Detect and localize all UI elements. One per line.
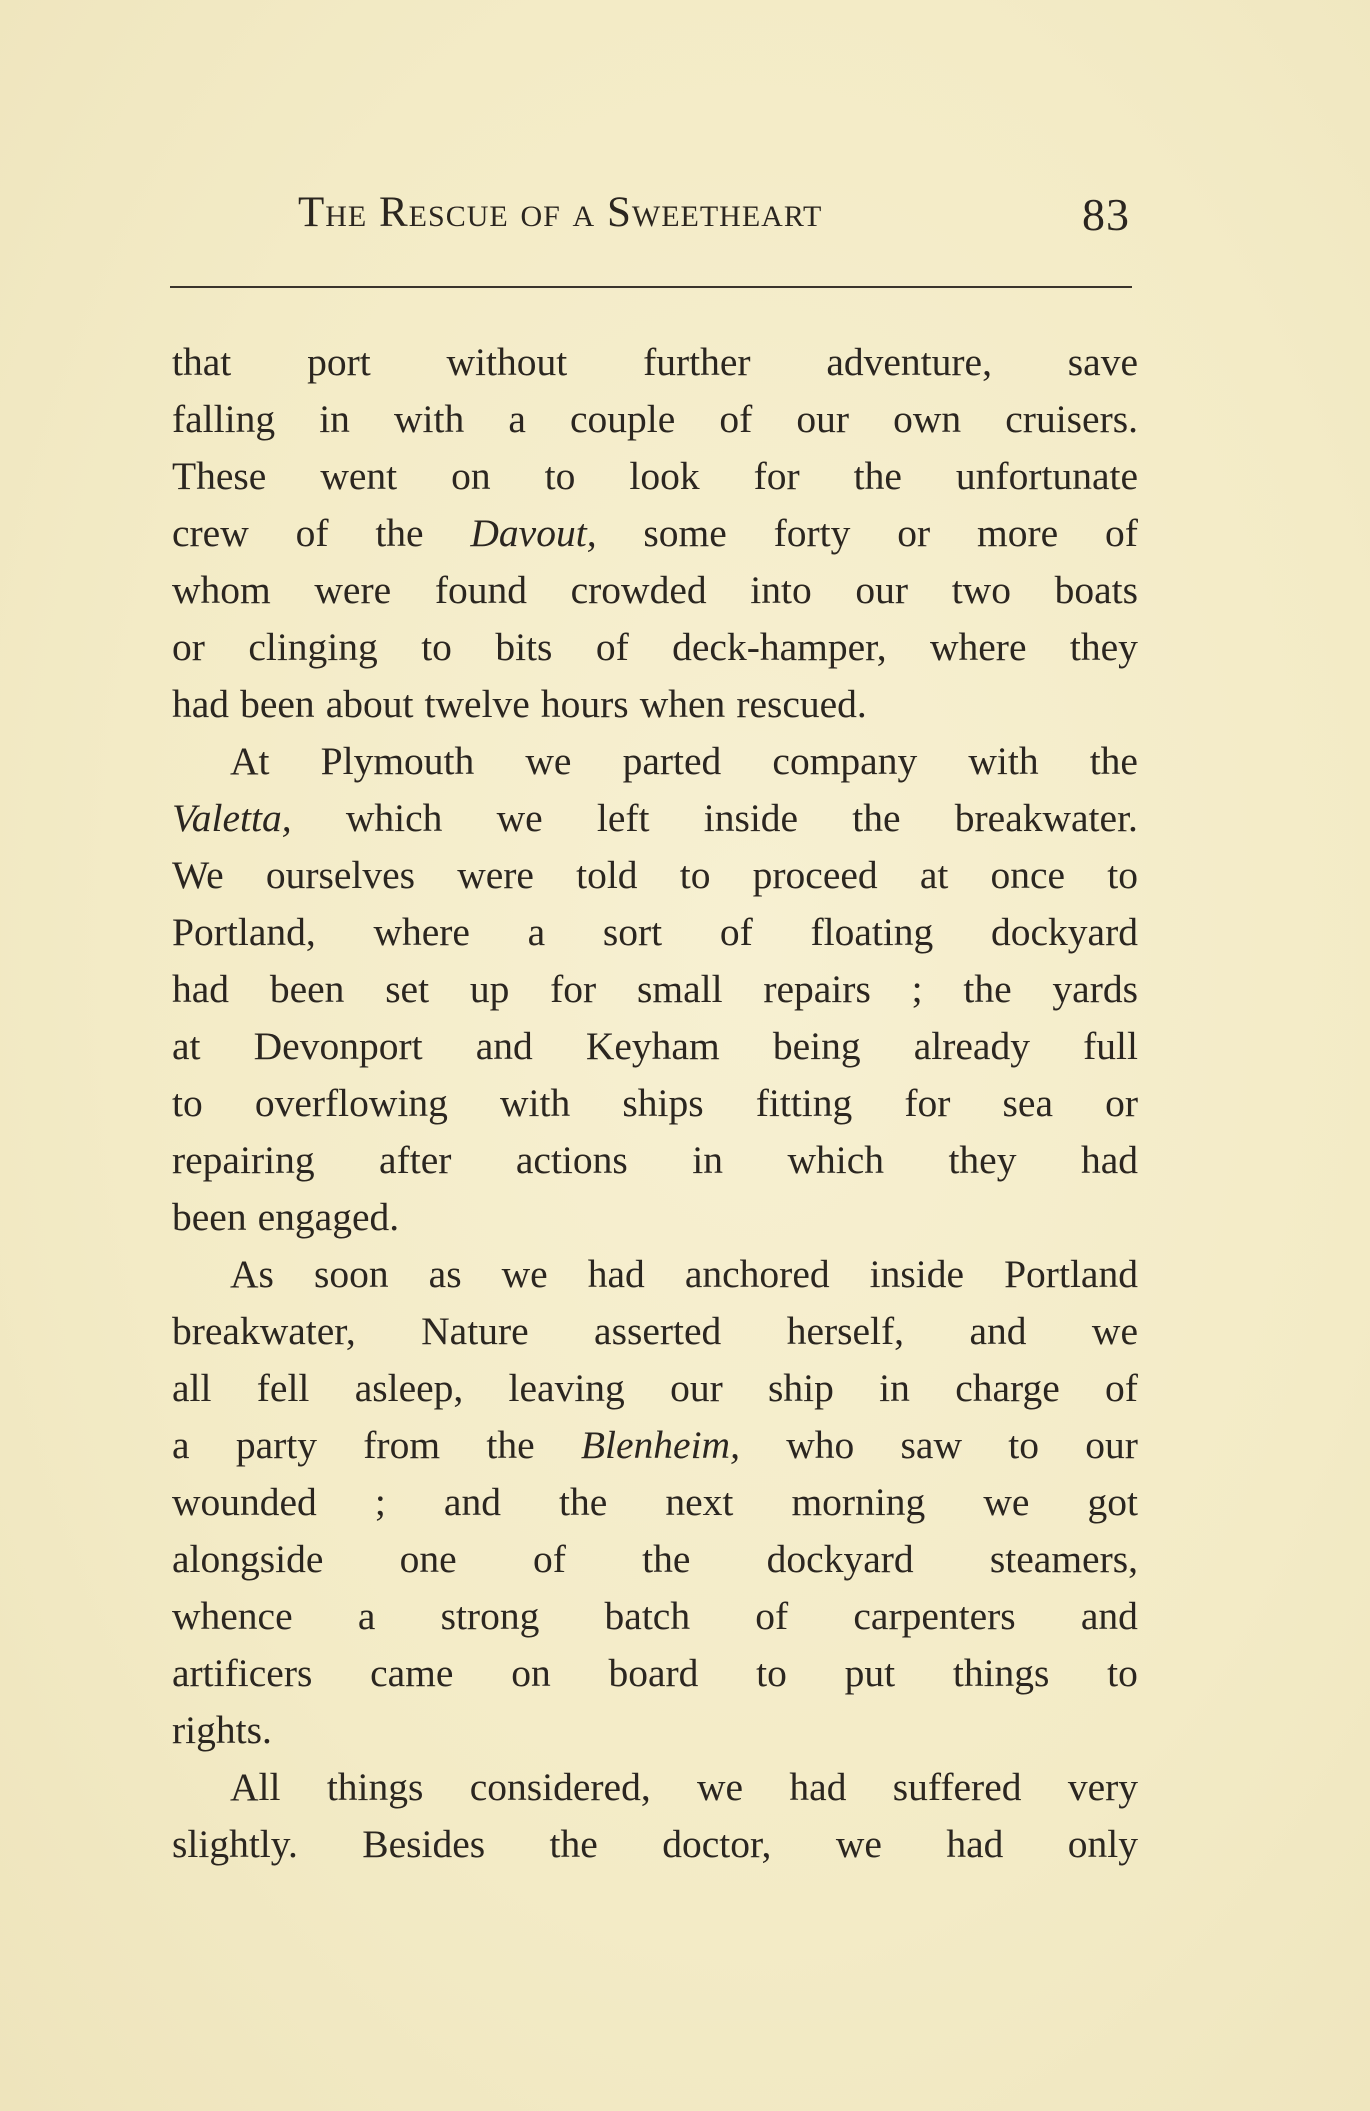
word: Portland bbox=[1004, 1252, 1138, 1296]
text-line bbox=[172, 1531, 1138, 1588]
word: ships bbox=[622, 1081, 704, 1125]
word: some bbox=[643, 511, 727, 555]
word: the bbox=[559, 1480, 608, 1524]
word: they bbox=[1069, 625, 1138, 669]
text-line bbox=[172, 904, 1138, 961]
word: already bbox=[913, 1024, 1030, 1068]
word: asserted bbox=[594, 1309, 722, 1353]
word: inside bbox=[869, 1252, 965, 1296]
word: artificers bbox=[172, 1651, 313, 1695]
word: our bbox=[670, 1366, 723, 1410]
word: to bbox=[421, 625, 452, 669]
word: where bbox=[373, 910, 470, 954]
word: we bbox=[525, 739, 572, 783]
word: for bbox=[753, 454, 800, 498]
word: to bbox=[172, 1081, 203, 1125]
word: boats bbox=[1054, 568, 1138, 612]
word: went bbox=[320, 454, 398, 498]
word: dockyard bbox=[991, 910, 1138, 954]
word: a bbox=[527, 910, 546, 954]
word: inside bbox=[703, 796, 799, 840]
word: told bbox=[576, 853, 638, 897]
word: of bbox=[719, 397, 753, 441]
word: anchored bbox=[684, 1252, 830, 1296]
word: been bbox=[269, 967, 345, 1011]
word: actions bbox=[515, 1138, 628, 1182]
word: crew bbox=[172, 511, 249, 555]
word: We bbox=[172, 853, 224, 897]
word: at bbox=[172, 1024, 201, 1068]
word: Davout, bbox=[470, 511, 597, 555]
word: engaged. bbox=[257, 1195, 400, 1239]
word: forty bbox=[773, 511, 851, 555]
word: Valetta, bbox=[172, 796, 292, 840]
word: we bbox=[496, 796, 543, 840]
word: once bbox=[990, 853, 1066, 897]
text-line bbox=[172, 1303, 1138, 1360]
word: more bbox=[976, 511, 1059, 555]
word: fitting bbox=[755, 1081, 853, 1125]
word: our bbox=[796, 397, 850, 441]
word: the bbox=[853, 454, 902, 498]
word: and bbox=[443, 1480, 501, 1524]
body-text bbox=[172, 334, 1138, 1873]
word: or bbox=[172, 625, 205, 669]
text-line bbox=[172, 391, 1138, 448]
word: the bbox=[852, 796, 901, 840]
text-line bbox=[172, 1474, 1138, 1531]
word: couple bbox=[570, 397, 676, 441]
word: soon bbox=[313, 1252, 389, 1296]
word: had bbox=[946, 1822, 1004, 1866]
word: found bbox=[434, 568, 527, 612]
word: up bbox=[469, 967, 510, 1011]
word: sort bbox=[602, 910, 663, 954]
word: two bbox=[951, 568, 1011, 612]
word: At bbox=[230, 739, 270, 783]
word: ourselves bbox=[265, 853, 416, 897]
header-rule bbox=[170, 286, 1132, 288]
word: of bbox=[532, 1537, 566, 1581]
word: in bbox=[319, 397, 350, 441]
word: things bbox=[952, 1651, 1050, 1695]
word: save bbox=[1067, 340, 1138, 384]
word: the bbox=[1089, 739, 1138, 783]
word: asleep, bbox=[354, 1366, 464, 1410]
word: bits bbox=[495, 625, 553, 669]
word: cruisers. bbox=[1005, 397, 1138, 441]
text-line bbox=[172, 1360, 1138, 1417]
text-line bbox=[172, 1645, 1138, 1702]
word: were bbox=[457, 853, 534, 897]
text-line bbox=[172, 1246, 1138, 1303]
word: we bbox=[501, 1252, 548, 1296]
word: from bbox=[363, 1423, 441, 1467]
word: had bbox=[172, 967, 230, 1011]
word: carpenters bbox=[853, 1594, 1016, 1638]
word: party bbox=[235, 1423, 317, 1467]
text-line bbox=[172, 1588, 1138, 1645]
word: a bbox=[357, 1594, 376, 1638]
word: own bbox=[893, 397, 962, 441]
word: that bbox=[172, 340, 232, 384]
word: who bbox=[786, 1423, 855, 1467]
text-line bbox=[172, 790, 1138, 847]
word: to bbox=[756, 1651, 787, 1695]
word: look bbox=[629, 454, 700, 498]
word: full bbox=[1083, 1024, 1138, 1068]
word: slightly. bbox=[172, 1822, 298, 1866]
word: to bbox=[1107, 853, 1138, 897]
word: to bbox=[679, 853, 711, 897]
word: which bbox=[787, 1138, 884, 1182]
word: dockyard bbox=[766, 1537, 914, 1581]
text-line bbox=[172, 619, 1138, 676]
word: small bbox=[636, 967, 723, 1011]
word: Portland, bbox=[172, 910, 316, 954]
word: the bbox=[642, 1537, 691, 1581]
word: whence bbox=[172, 1594, 293, 1638]
text-line bbox=[172, 1816, 1138, 1873]
word: of bbox=[755, 1594, 789, 1638]
word: our bbox=[1085, 1423, 1138, 1467]
text-line bbox=[172, 1702, 1138, 1759]
word: saw bbox=[900, 1423, 962, 1467]
word: sea bbox=[1002, 1081, 1053, 1125]
word: strong bbox=[440, 1594, 540, 1638]
word: Plymouth bbox=[320, 739, 475, 783]
word: a bbox=[172, 1423, 190, 1467]
word: batch bbox=[604, 1594, 691, 1638]
word: came bbox=[370, 1651, 454, 1695]
text-line bbox=[172, 1417, 1138, 1474]
word: had bbox=[789, 1765, 847, 1809]
word: yards bbox=[1052, 967, 1138, 1011]
word: proceed bbox=[752, 853, 878, 897]
word: had bbox=[172, 682, 230, 726]
word: ; bbox=[911, 967, 923, 1011]
word: our bbox=[855, 568, 909, 612]
word: Nature bbox=[421, 1309, 529, 1353]
word: when bbox=[639, 682, 726, 726]
word: all bbox=[172, 1366, 212, 1410]
word: parted bbox=[622, 739, 722, 783]
word: got bbox=[1087, 1480, 1138, 1524]
word: charge bbox=[955, 1366, 1060, 1410]
word: to bbox=[1008, 1423, 1039, 1467]
word: of bbox=[295, 511, 329, 555]
word: ship bbox=[768, 1366, 834, 1410]
word: very bbox=[1067, 1765, 1138, 1809]
word: for bbox=[904, 1081, 951, 1125]
word: they bbox=[948, 1138, 1017, 1182]
word: Keyham bbox=[585, 1024, 720, 1068]
word: and bbox=[1080, 1594, 1138, 1638]
word: only bbox=[1067, 1822, 1138, 1866]
text-line bbox=[172, 961, 1138, 1018]
word: the bbox=[549, 1822, 598, 1866]
word: with bbox=[500, 1081, 571, 1125]
word: As bbox=[230, 1252, 274, 1296]
word: being bbox=[772, 1024, 861, 1068]
text-line bbox=[172, 733, 1138, 790]
word: adventure, bbox=[826, 340, 992, 384]
word: leaving bbox=[508, 1366, 625, 1410]
word: on bbox=[511, 1651, 551, 1695]
word: set bbox=[385, 967, 430, 1011]
word: steamers, bbox=[989, 1537, 1138, 1581]
word: repairing bbox=[172, 1138, 315, 1182]
word: board bbox=[608, 1651, 699, 1695]
word: one bbox=[399, 1537, 457, 1581]
word: whom bbox=[172, 568, 271, 612]
word: Blenheim, bbox=[580, 1423, 740, 1467]
word: further bbox=[643, 340, 751, 384]
word: been bbox=[240, 682, 315, 726]
word: All bbox=[230, 1765, 281, 1809]
page-number: 83 bbox=[1082, 189, 1130, 240]
text-line bbox=[172, 1018, 1138, 1075]
text-line bbox=[172, 847, 1138, 904]
word: we bbox=[983, 1480, 1030, 1524]
word: of bbox=[595, 625, 629, 669]
word: or bbox=[1105, 1081, 1138, 1125]
word: we bbox=[697, 1765, 744, 1809]
word: alongside bbox=[172, 1537, 324, 1581]
word: breakwater, bbox=[172, 1309, 356, 1353]
word: and bbox=[969, 1309, 1027, 1353]
text-line bbox=[172, 334, 1138, 391]
word: Devonport bbox=[253, 1024, 423, 1068]
word: breakwater. bbox=[954, 796, 1138, 840]
word: rescued. bbox=[736, 682, 867, 726]
word: on bbox=[451, 454, 491, 498]
word: of bbox=[719, 910, 753, 954]
word: unfortunate bbox=[955, 454, 1138, 498]
word: had bbox=[587, 1252, 645, 1296]
word: next bbox=[665, 1480, 734, 1524]
word: in bbox=[692, 1138, 723, 1182]
word: to bbox=[544, 454, 576, 498]
word: or bbox=[897, 511, 931, 555]
word: considered, bbox=[469, 1765, 651, 1809]
word: and bbox=[475, 1024, 533, 1068]
text-line bbox=[172, 562, 1138, 619]
text-line bbox=[172, 1132, 1138, 1189]
word: with bbox=[394, 397, 465, 441]
word: the bbox=[375, 511, 424, 555]
word: which bbox=[345, 796, 443, 840]
word: floating bbox=[810, 910, 934, 954]
word: were bbox=[314, 568, 392, 612]
word: a bbox=[508, 397, 526, 441]
word: things bbox=[326, 1765, 424, 1809]
word: in bbox=[879, 1366, 910, 1410]
word: falling bbox=[172, 397, 276, 441]
word: fell bbox=[256, 1366, 310, 1410]
word: where bbox=[930, 625, 1027, 669]
running-title: The Rescue of a Sweetheart bbox=[298, 189, 823, 236]
word: about bbox=[325, 682, 414, 726]
word: been bbox=[172, 1195, 247, 1239]
word: ; bbox=[374, 1480, 386, 1524]
word: without bbox=[446, 340, 568, 384]
text-line bbox=[172, 1075, 1138, 1132]
word: These bbox=[172, 454, 267, 498]
word: crowded bbox=[570, 568, 707, 612]
word: of bbox=[1104, 511, 1138, 555]
word: twelve bbox=[424, 682, 530, 726]
word: suffered bbox=[892, 1765, 1022, 1809]
word: into bbox=[750, 568, 812, 612]
word: deck-hamper, bbox=[672, 625, 887, 669]
word: rights. bbox=[172, 1708, 272, 1752]
word: as bbox=[428, 1252, 462, 1296]
text-line bbox=[172, 448, 1138, 505]
word: the bbox=[963, 967, 1012, 1011]
running-head bbox=[298, 188, 1140, 248]
word: repairs bbox=[763, 967, 871, 1011]
word: to bbox=[1107, 1651, 1138, 1695]
text-line bbox=[172, 505, 1138, 562]
word: at bbox=[919, 853, 949, 897]
word: the bbox=[486, 1423, 535, 1467]
word: we bbox=[1091, 1309, 1138, 1353]
word: Besides bbox=[362, 1822, 486, 1866]
word: port bbox=[307, 340, 371, 384]
word: hours bbox=[540, 682, 629, 726]
word: of bbox=[1105, 1366, 1138, 1410]
text-line bbox=[172, 1759, 1138, 1816]
word: doctor, bbox=[662, 1822, 772, 1866]
word: wounded bbox=[172, 1480, 317, 1524]
word: put bbox=[844, 1651, 896, 1695]
word: after bbox=[379, 1138, 452, 1182]
word: morning bbox=[791, 1480, 926, 1524]
word: overflowing bbox=[254, 1081, 448, 1125]
text-line bbox=[172, 676, 1138, 733]
word: for bbox=[550, 967, 597, 1011]
word: company bbox=[772, 739, 918, 783]
word: had bbox=[1080, 1138, 1138, 1182]
text-line bbox=[172, 1189, 1138, 1246]
word: with bbox=[968, 739, 1039, 783]
word: left bbox=[596, 796, 650, 840]
word: herself, bbox=[786, 1309, 905, 1353]
word: clinging bbox=[248, 625, 378, 669]
word: we bbox=[835, 1822, 882, 1866]
